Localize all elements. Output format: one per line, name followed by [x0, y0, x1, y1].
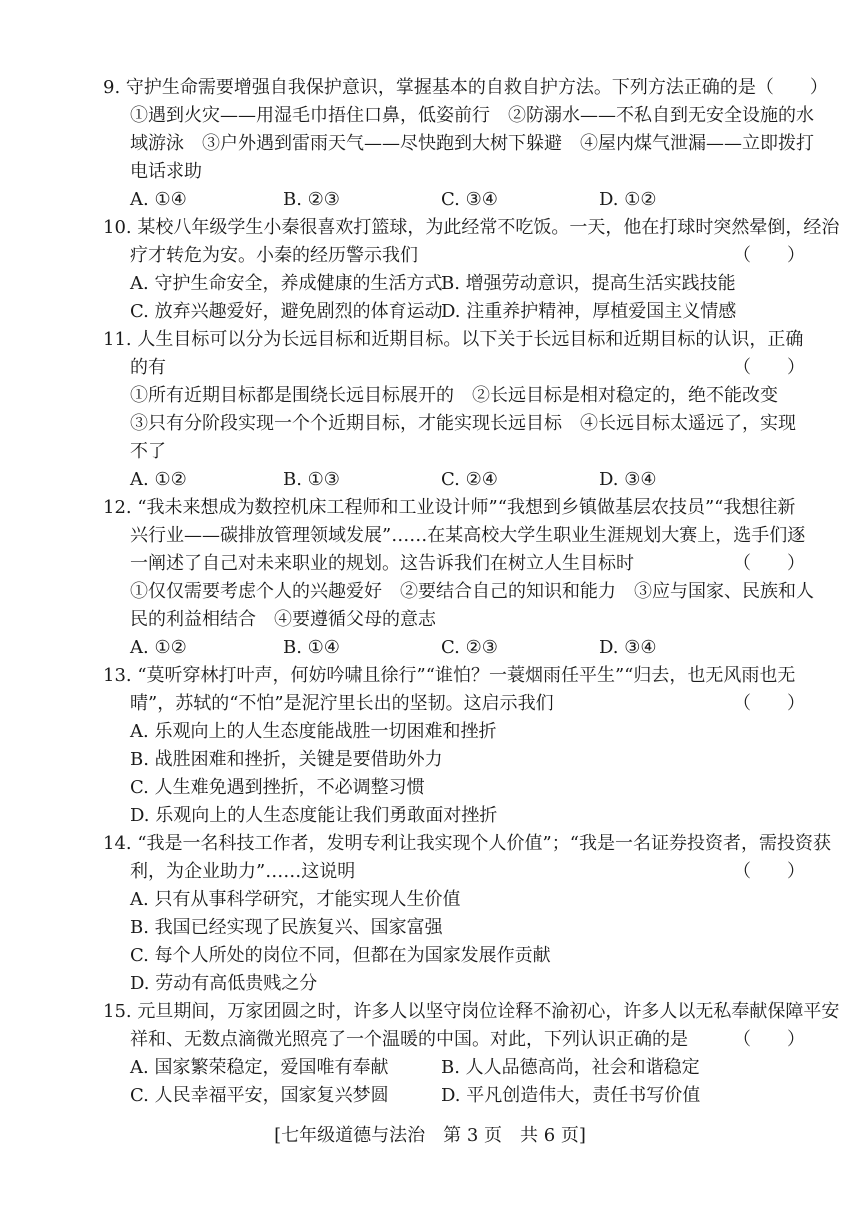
question-9-option-b: B. ②③ — [283, 189, 340, 210]
question-11-stem-line-5: 不了 — [130, 441, 166, 462]
question-14-option-c: C. 每个人所处的岗位不同，但都在为国家发展作贡献 — [130, 945, 551, 966]
question-13-option-d: D. 乐观向上的人生态度能让我们勇敢面对挫折 — [130, 805, 498, 826]
question-12-option-b: B. ①④ — [283, 637, 340, 658]
question-14-stem-line-1: 14. “我是一名科技工作者，发明专利让我实现个人价值”；“我是一名证券投资者，需投资获 — [103, 833, 831, 854]
question-13-option-c: C. 人生难免遇到挫折，不必调整习惯 — [130, 777, 425, 798]
question-14-option-b: B. 我国已经实现了民族复兴、国家富强 — [130, 917, 443, 938]
question-9-option-c: C. ③④ — [441, 189, 498, 210]
question-13-answer-paren: （ ） — [733, 693, 805, 714]
question-15-option-a: A. 国家繁荣稳定，爱国唯有奉献 — [130, 1057, 389, 1078]
question-11-stem-line-3: ①所有近期目标都是围绕长远目标展开的 ②长远目标是相对稳定的，绝不能改变 — [130, 385, 778, 406]
question-9-option-d: D. ①② — [599, 189, 657, 210]
question-11-stem-line-1: 11. 人生目标可以分为长远目标和近期目标。以下关于长远目标和近期目标的认识，正确 — [103, 329, 804, 350]
question-10-answer-paren: （ ） — [733, 245, 805, 266]
question-9-stem-line-2: ①遇到火灾——用湿毛巾捂住口鼻，低姿前行 ②防溺水——不私自到无安全设施的水 — [130, 105, 814, 126]
question-15-option-c: C. 人民幸福平安，国家复兴梦圆 — [130, 1085, 389, 1106]
question-15-answer-paren: （ ） — [733, 1029, 805, 1050]
question-15-option-b: B. 人人品德高尚，社会和谐稳定 — [441, 1057, 700, 1078]
question-12-stem-line-3: 一阐述了自己对未来职业的规划。这告诉我们在树立人生目标时 — [130, 553, 634, 574]
question-12-stem-line-2: 兴行业——碳排放管理领域发展”……在某高校大学生职业生涯规划大赛上，选手们逐 — [130, 525, 806, 546]
question-12-answer-paren: （ ） — [733, 553, 805, 574]
question-11-option-b: B. ①③ — [283, 469, 340, 490]
question-12-option-c: C. ②③ — [441, 637, 498, 658]
question-10-stem-line-1: 10. 某校八年级学生小秦很喜欢打篮球，为此经常不吃饭。一天，他在打球时突然晕倒，经治 — [103, 217, 840, 238]
question-12-option-a: A. ①② — [130, 637, 187, 658]
question-11-option-a: A. ①② — [130, 469, 187, 490]
question-9-option-a: A. ①④ — [130, 189, 187, 210]
question-14-option-d: D. 劳动有高低贵贱之分 — [130, 973, 318, 994]
question-9-stem-line-1: 9. 守护生命需要增强自我保护意识，掌握基本的自救自护方法。下列方法正确的是（ ） — [103, 77, 828, 98]
question-15-stem-line-2: 祥和、无数点滴微光照亮了一个温暖的中国。对此，下列认识正确的是 — [130, 1029, 688, 1050]
question-10-option-b: B. 增强劳动意识，提高生活实践技能 — [441, 273, 736, 294]
question-11-stem-line-4: ③只有分阶段实现一个个近期目标，才能实现长远目标 ④长远目标太遥远了，实现 — [130, 413, 796, 434]
question-13-stem-line-2: 晴”，苏轼的“不怕”是泥泞里长出的坚韧。这启示我们 — [130, 693, 554, 714]
question-12-stem-line-4: ①仅仅需要考虑个人的兴趣爱好 ②要结合自己的知识和能力 ③应与国家、民族和人 — [130, 581, 814, 602]
question-12-option-d: D. ③④ — [599, 637, 657, 658]
question-11-option-c: C. ②④ — [441, 469, 498, 490]
page-footer: [七年级道德与法治 第 3 页 共 6 页] — [274, 1125, 586, 1146]
question-15-option-d: D. 平凡创造伟大，责任书写价值 — [441, 1085, 701, 1106]
question-11-option-d: D. ③④ — [599, 469, 657, 490]
question-13-option-b: B. 战胜困难和挫折，关键是要借助外力 — [130, 749, 443, 770]
question-10-option-c: C. 放弃兴趣爱好，避免剧烈的体育运动 — [130, 301, 443, 322]
question-14-answer-paren: （ ） — [733, 861, 805, 882]
question-12-stem-line-5: 民的利益相结合 ④要遵循父母的意志 — [130, 609, 436, 630]
question-14-option-a: A. 只有从事科学研究，才能实现人生价值 — [130, 889, 461, 910]
question-14-stem-line-2: 利，为企业助力”……这说明 — [130, 861, 356, 882]
question-15-stem-line-1: 15. 元旦期间，万家团圆之时，许多人以坚守岗位诠释不渝初心，许多人以无私奉献保障平安 — [103, 1001, 840, 1022]
question-9-stem-line-3: 域游泳 ③户外遇到雷雨天气——尽快跑到大树下躲避 ④屋内煤气泄漏——立即拨打 — [130, 133, 814, 154]
question-12-stem-line-1: 12. “我未来想成为数控机床工程师和工业设计师”“我想到乡镇做基层农技员”“我想往新 — [103, 497, 796, 518]
question-13-option-a: A. 乐观向上的人生态度能战胜一切困难和挫折 — [130, 721, 497, 742]
question-11-stem-line-2: 的有 — [130, 357, 166, 378]
question-10-option-d: D. 注重养护精神，厚植爱国主义情感 — [441, 301, 737, 322]
question-10-stem-line-2: 疗才转危为安。小秦的经历警示我们 — [130, 245, 418, 266]
question-9-stem-line-4: 电话求助 — [130, 161, 202, 182]
question-11-answer-paren: （ ） — [733, 357, 805, 378]
question-10-option-a: A. 守护生命安全，养成健康的生活方式 — [130, 273, 443, 294]
question-13-stem-line-1: 13. “莫听穿林打叶声，何妨吟啸且徐行”“谁怕？一蓑烟雨任平生”“归去，也无风雨也无 — [103, 665, 796, 686]
